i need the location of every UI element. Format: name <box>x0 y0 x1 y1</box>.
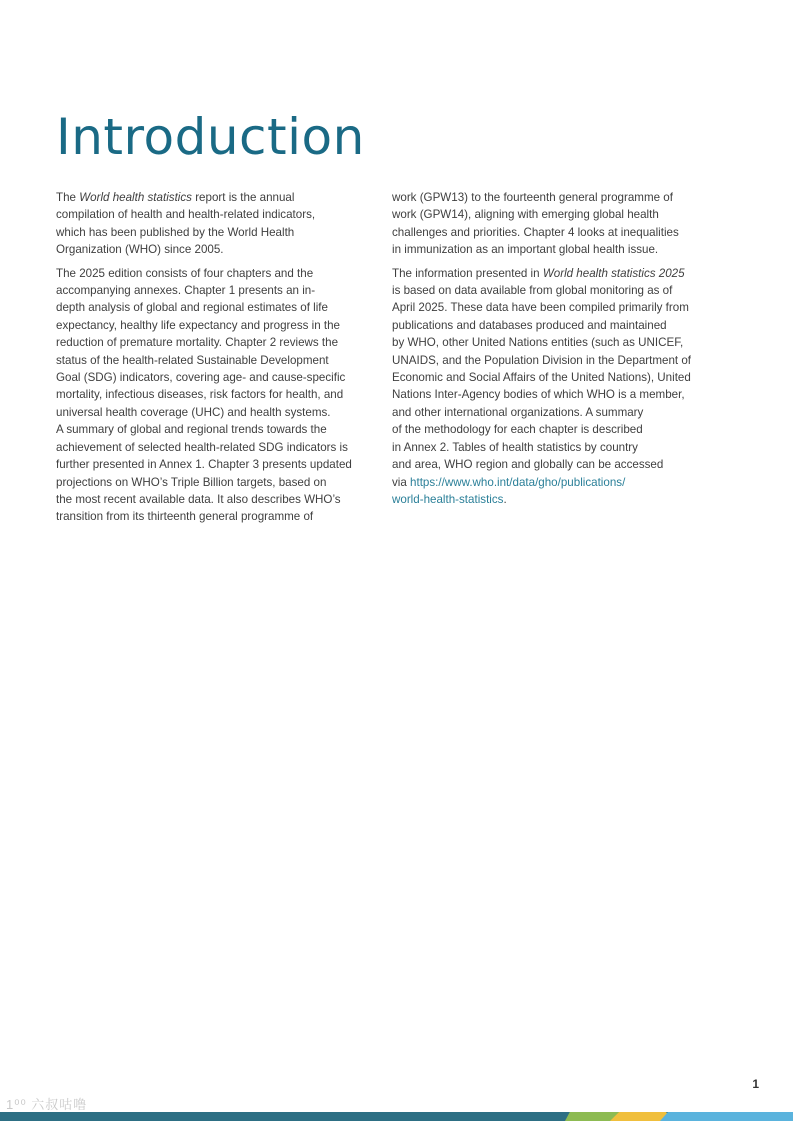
intro-paragraph-3 <box>392 189 704 259</box>
paragraph-line: the most recent available data. It also describes WHO’s <box>56 492 341 506</box>
right-column <box>392 189 704 514</box>
paragraph-line: in Annex 2. Tables of health statistics by country <box>392 440 638 454</box>
text-run: The information presented in <box>392 266 543 280</box>
paragraph-line: Goal (SDG) indicators, covering age- and cause-specific <box>56 371 346 385</box>
footer-accent-blue <box>660 1112 793 1121</box>
paragraph-line: challenges and priorities. Chapter 4 looks at inequalities <box>392 225 679 239</box>
paragraph-line: compilation of health and health-related indicators, <box>56 208 316 222</box>
paragraph-line: work (GPW14), aligning with emerging global health <box>392 208 659 222</box>
paragraph-line <box>392 474 704 491</box>
paragraph-line: work (GPW13) to the fourteenth general programme of <box>392 191 673 204</box>
publication-title-italic: World health statistics <box>79 191 192 204</box>
paragraph-line: status of the health-related Sustainable Development <box>56 353 329 367</box>
paragraph-line: further presented in Annex 1. Chapter 3 presents updated <box>56 458 352 472</box>
paragraph-line: accompanying annexes. Chapter 1 presents an in- <box>56 284 316 298</box>
left-column <box>56 189 366 532</box>
who-publications-link[interactable]: https://www.who.int/data/gho/publications/ <box>410 475 626 489</box>
paragraph-line: publications and databases produced and maintained <box>392 318 667 332</box>
paragraph-line: is based on data available from global monitoring as of <box>392 284 673 298</box>
paragraph-line: A summary of global and regional trends towards the <box>56 423 327 437</box>
paragraph-line: by WHO, other United Nations entities (such as UNICEF, <box>392 336 684 350</box>
intro-paragraph-2 <box>56 265 366 526</box>
paragraph-line: The 2025 edition consists of four chapters and the <box>56 266 314 280</box>
text-run: . <box>503 492 507 506</box>
paragraph-line: mortality, infectious diseases, risk factors for health, and <box>56 388 344 402</box>
paragraph-line: UNAIDS, and the Population Division in the Department of <box>392 353 692 367</box>
paragraph-line: of the methodology for each chapter is described <box>392 423 643 437</box>
paragraph-line <box>56 189 366 206</box>
paragraph-line: expectancy, healthy life expectancy and progress in the <box>56 318 341 332</box>
paragraph-line: depth analysis of global and regional estimates of life <box>56 301 328 315</box>
paragraph-line: Organization (WHO) since 2005. <box>56 243 224 257</box>
paragraph-line: Nations Inter-Agency bodies of which WHO is a member, <box>392 388 685 402</box>
paragraph-line: transition from its thirteenth general programme of <box>56 510 314 524</box>
page-title: Introduction <box>56 108 365 166</box>
watermark-logo: 1⁰⁰ 六叔咕噜 <box>6 1097 88 1112</box>
who-publications-link-continued[interactable]: world-health-statistics <box>392 492 504 506</box>
paragraph-line: universal health coverage (UHC) and health systems. <box>56 405 331 419</box>
paragraph-line: Economic and Social Affairs of the United Nations), United <box>392 371 691 385</box>
page-number: 1 <box>752 1077 759 1091</box>
paragraph-line: reduction of premature mortality. Chapter 2 reviews the <box>56 336 339 350</box>
paragraph-line: projections on WHO’s Triple Billion targets, based on <box>56 475 327 489</box>
paragraph-line <box>392 265 704 282</box>
paragraph-line: in immunization as an important global health issue. <box>392 243 659 257</box>
text-run: The <box>56 191 80 204</box>
publication-title-italic: World health statistics 2025 <box>542 266 685 280</box>
intro-paragraph-1 <box>56 189 366 259</box>
paragraph-line: and other international organizations. A summary <box>392 405 644 419</box>
paragraph-line: achievement of selected health-related SDG indicators is <box>56 440 348 454</box>
paragraph-line: which has been published by the World Health <box>56 225 295 239</box>
paragraph-line: April 2025. These data have been compiled primarily from <box>392 301 689 315</box>
intro-paragraph-4 <box>392 265 704 509</box>
text-run: via <box>392 475 411 489</box>
paragraph-line: and area, WHO region and globally can be accessed <box>392 458 664 472</box>
paragraph-line <box>392 491 704 508</box>
text-run: report is the annual <box>191 191 295 204</box>
